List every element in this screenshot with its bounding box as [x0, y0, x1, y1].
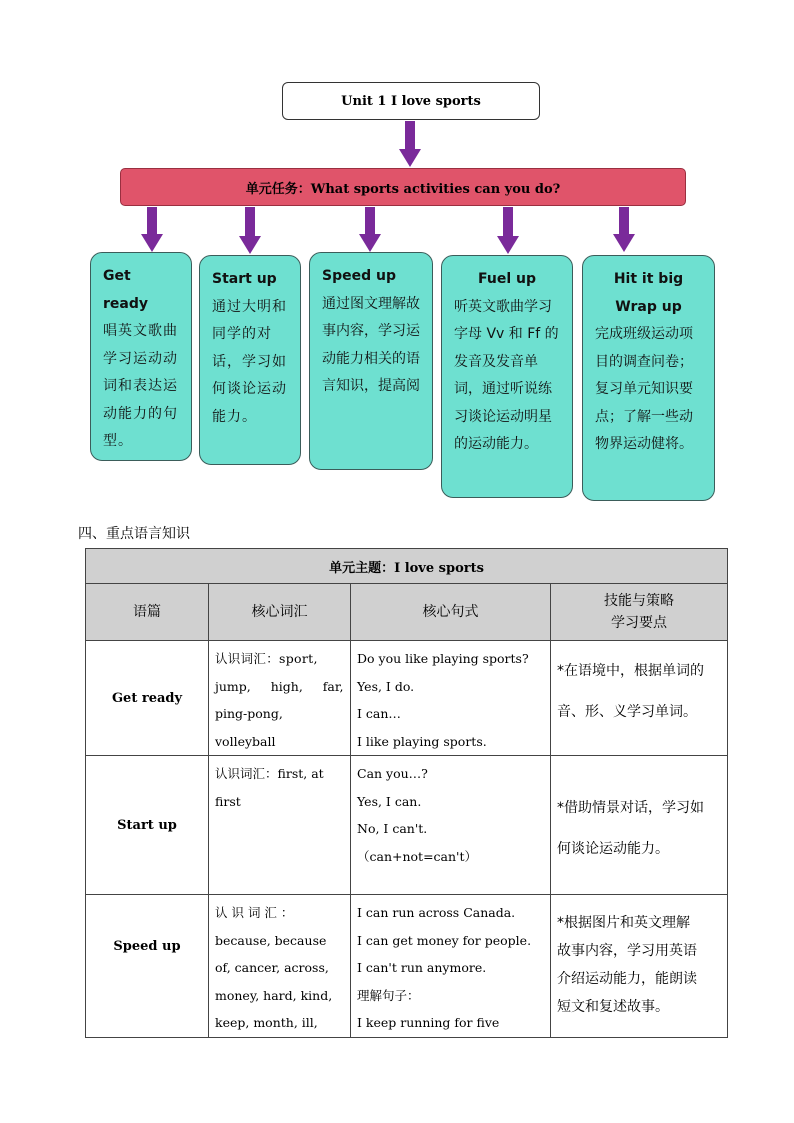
card-body: 通过大明和同学的对话，学习如何谈论运动能力。: [212, 298, 287, 425]
card-title: Fuel up: [478, 271, 536, 287]
sentence-line: Do you like playing sports?: [357, 651, 529, 666]
vocab-line: because, because: [215, 932, 327, 948]
vocab-line: of, cancer, across,: [215, 960, 329, 975]
sentence-line: I can get money for people.: [357, 932, 532, 948]
sentence-line: Can you…?: [357, 766, 428, 781]
card-fuel-up: [441, 255, 573, 498]
card-start-up: [199, 255, 301, 465]
arrow-down-icon: [399, 121, 421, 167]
lesson-cell: Speed up: [86, 895, 209, 1038]
skill-line: 短文和复述故事。: [557, 999, 669, 1015]
vocab-line: 认识词汇：sport,: [215, 651, 318, 666]
skill-line: *在语境中，根据单词的: [557, 663, 704, 679]
skill-line: 何谈论运动能力。: [557, 841, 669, 857]
card-title: Hit it big Wrap up: [613, 271, 684, 315]
card-get-ready: [90, 252, 192, 461]
arrow-down-icon: [141, 207, 163, 253]
card-title: Start up: [212, 271, 277, 287]
unit-title-box: [282, 82, 540, 120]
column-header: 核心词汇: [209, 584, 351, 641]
column-header: 核心句式: [351, 584, 551, 641]
lesson-cell: Start up: [86, 756, 209, 895]
card-hit-it-big-wrap-up: [582, 255, 715, 501]
arrow-down-icon: [239, 207, 261, 255]
sentence-cell: [351, 895, 551, 1038]
arrow-down-icon: [359, 207, 381, 253]
skill-cell: [551, 895, 728, 1038]
card-title: Get ready: [103, 268, 148, 312]
sentence-line: I like playing sports.: [357, 733, 487, 749]
unit-title: Unit 1 I love sports: [341, 93, 481, 109]
vocab-line: ping-pong,: [215, 706, 283, 721]
skill-cell: [551, 756, 728, 895]
skill-cell: [551, 641, 728, 756]
sentence-line: I can run across Canada.: [357, 905, 516, 920]
vocab-line: 认识词汇：first, at: [215, 766, 324, 781]
sentence-line: 理解句子：: [357, 987, 420, 1003]
sentence-cell: [351, 756, 551, 895]
sentence-line: No, I can't.: [357, 821, 428, 836]
arrow-down-icon: [497, 207, 519, 255]
vocab-line: volleyball: [215, 733, 276, 749]
sentence-line: I can…: [357, 706, 401, 721]
column-header: [551, 584, 728, 641]
card-speed-up: [309, 252, 433, 470]
skill-line: 介绍运动能力，能朗读: [557, 971, 697, 987]
card-title: Speed up: [322, 268, 396, 284]
section-title: 四、重点语言知识: [78, 526, 190, 542]
table-row: [86, 895, 728, 1038]
sentence-line: Yes, I can.: [357, 793, 422, 809]
vocab-line: money, hard, kind,: [215, 987, 333, 1003]
column-header: 语篇: [86, 584, 209, 641]
lesson-cell: Get ready: [86, 641, 209, 756]
card-body: 完成班级运动项目的调查问卷；复习单元知识要点；了解一些动物界运动健将。: [595, 326, 693, 452]
table-theme: 单元主题：I love sports: [86, 549, 728, 584]
skill-line: *根据图片和英文理解: [557, 915, 690, 931]
vocab-line: jump, high, far,: [215, 678, 344, 694]
vocab-cell: [209, 641, 351, 756]
table-header-row: [86, 584, 728, 641]
table-row: [86, 641, 728, 756]
sentence-line: I can't run anymore.: [357, 960, 487, 975]
sentence-line: I keep running for five: [357, 1015, 500, 1030]
skill-line: *借助情景对话，学习如: [557, 800, 704, 816]
arrow-down-icon: [613, 207, 635, 253]
sentence-line: Yes, I do.: [357, 678, 415, 694]
sentence-cell: [351, 641, 551, 756]
header-line: 技能与策略: [604, 593, 674, 609]
table-row: [86, 756, 728, 895]
key-language-table: [85, 548, 728, 1038]
vocab-line: first: [215, 793, 241, 809]
vocab-cell: [209, 895, 351, 1038]
card-body: 唱英文歌曲学习运动动词和表达运动能力的句型。: [103, 323, 178, 449]
card-body: 听英文歌曲学习字母 Vv 和 Ff 的发音及发音单词，通过听说练习谈论运动明星的运动能力。: [454, 298, 559, 452]
card-body: 通过图文理解故事内容，学习运动能力相关的语言知识，提高阅: [322, 295, 420, 394]
vocab-line: 认 识 词 汇 ：: [215, 905, 294, 920]
unit-task-label: 单元任务：What sports activities can you do?: [245, 181, 561, 197]
table-theme-row: [86, 549, 728, 584]
header-line: 学习要点: [611, 615, 667, 631]
vocab-cell: [209, 756, 351, 895]
sentence-line: （can+not=can't）: [357, 848, 478, 864]
unit-task-bar: [120, 168, 686, 206]
vocab-line: keep, month, ill,: [215, 1015, 318, 1030]
skill-line: 故事内容，学习用英语: [557, 943, 697, 959]
skill-line: 音、形、义学习单词。: [557, 704, 697, 720]
